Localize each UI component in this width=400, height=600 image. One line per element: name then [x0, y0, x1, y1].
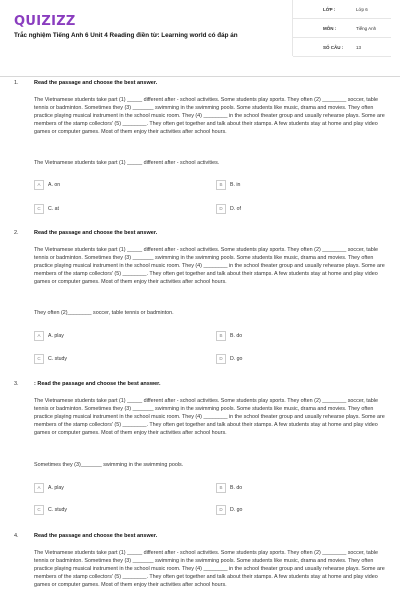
- document-title: Trắc nghiệm Tiếng Anh 6 Unit 4 Reading điền từ: Learning world có đáp án: [14, 32, 238, 39]
- meta-value: 13: [356, 45, 362, 50]
- reading-passage: The Vietnamese students take part (1) _____ different after - school activities. Some students play sports. They often (2) ________ soccer, table tennis or badminton. Sometimes they (3) _______ swimming in the swimming pools. Some students like music, drama and movies. They often practice playing musical instrument in the school music room. They (4) ________ in the school theater group and usually rehearse plays. Some are members of the stamp collectors' (5) ________. They often get together and talk about their stamps. A few students stay at home and play video games or computer games. Most of them enjoy their activities after school hours.: [34, 97, 385, 135]
- option-letter-box: D: [216, 505, 226, 515]
- option-letter-box: C: [34, 505, 44, 515]
- question-number: 2.: [14, 230, 19, 236]
- option-letter-box: A: [34, 483, 44, 493]
- question-instruction: Read the passage and choose the best answer.: [34, 533, 158, 539]
- meta-value: Tiếng Anh: [356, 26, 377, 31]
- reading-passage: The Vietnamese students take part (1) _____ different after - school activities. Some students play sports. They often (2) ________ soccer, table tennis or badminton. Sometimes they (3) _______ swimming in the swimming pools. Some students like music, drama and movies. They often practice playing musical instrument in the school music room. They (4) ________ in the school theater group and usually rehearse plays. Some are members of the stamp collectors' (5) ________. They often get together and talk about their stamps. A few students stay at home and play video games or computer games. Most of them enjoy their activities after school hours.: [34, 398, 385, 436]
- option-text: A. play: [48, 485, 64, 491]
- option-letter-box: B: [216, 331, 226, 341]
- option-text: B. do: [230, 485, 243, 491]
- option-text: D. go: [230, 356, 243, 362]
- question-number: 1.: [14, 80, 19, 86]
- meta-table: [292, 0, 391, 56]
- question-stem: Sometimes they (3)_______ swimming in the swimming pools.: [34, 462, 184, 468]
- option-letter-box: D: [216, 354, 226, 364]
- option-text: A. play: [48, 333, 64, 339]
- question-instruction: Read the passage and choose the best answer.: [34, 80, 158, 86]
- option-text: C. study: [48, 356, 68, 362]
- question-number: 3.: [14, 381, 19, 387]
- option-text: B. in: [230, 182, 241, 188]
- option-letter-box: A: [34, 331, 44, 341]
- option-letter-box: D: [216, 204, 226, 214]
- option-letter-box: C: [34, 354, 44, 364]
- meta-row-subject: [293, 19, 391, 38]
- reading-passage: The Vietnamese students take part (1) _____ different after - school activities. Some students play sports. They often (2) ________ soccer, table tennis or badminton. Sometimes they (3) _______ swimming in the swimming pools. Some students like music, drama and movies. They often practice playing musical instrument in the school music room. They (4) ________ in the school theater group and usually rehearse plays. Some are members of the stamp collectors' (5) ________. They often get together and talk about their stamps. A few students stay at home and play video games or computer games. Most of them enjoy their activities after school hours.: [34, 550, 385, 588]
- question-instruction: Read the passage and choose the best answer.: [34, 230, 158, 236]
- question-number: 4.: [14, 533, 19, 539]
- question-stem: The Vietnamese students take part (1) _____ different after - school activities.: [34, 160, 220, 166]
- option-text: C. at: [48, 206, 59, 212]
- option-letter-box: C: [34, 204, 44, 214]
- question-stem: They often (2)________ soccer, table tennis or badminton.: [34, 310, 174, 316]
- option-text: D. of: [230, 206, 241, 212]
- question-instruction: : Read the passage and choose the best answer.: [34, 381, 161, 387]
- option-text: B. do: [230, 333, 243, 339]
- option-text: D. go: [230, 507, 243, 513]
- meta-label: MÔN :: [323, 26, 337, 31]
- option-letter-box: B: [216, 180, 226, 190]
- meta-label: SỐ CÂU :: [323, 45, 344, 50]
- meta-row-class: [293, 0, 391, 19]
- option-text: A. on: [48, 182, 61, 188]
- quizizz-logo: QUIZIZZ: [14, 14, 76, 29]
- option-letter-box: A: [34, 180, 44, 190]
- option-text: C. study: [48, 507, 68, 513]
- reading-passage: The Vietnamese students take part (1) _____ different after - school activities. Some students play sports. They often (2) ________ soccer, table tennis or badminton. Sometimes they (3) _______ swimming in the swimming pools. Some students like music, drama and movies. They often practice playing musical instrument in the school music room. They (4) ________ in the school theater group and usually rehearse plays. Some are members of the stamp collectors' (5) ________. They often get together and talk about their stamps. A few students stay at home and play video games or computer games. Most of them enjoy their activities after school hours.: [34, 247, 385, 285]
- page-header: [0, 0, 400, 77]
- option-letter-box: B: [216, 483, 226, 493]
- meta-row-count: [293, 38, 391, 57]
- meta-value: Lớp 6: [356, 7, 368, 12]
- meta-label: LỚP :: [323, 7, 336, 12]
